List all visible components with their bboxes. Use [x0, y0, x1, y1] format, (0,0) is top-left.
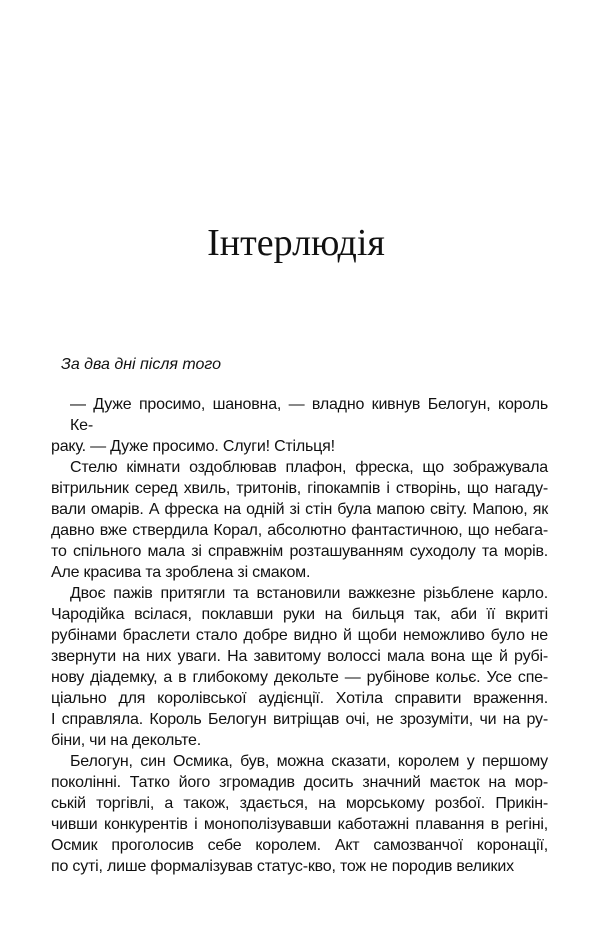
text-line: Двоє пажів притягли та встановили важкезне різьблене карло. — [70, 585, 548, 602]
text-line: вітрильник серед хвиль, тритонів, гіпокампів і створінь, що нагаду- — [51, 480, 548, 497]
text-line: поколінні. Татко його згромадив досить значний маєток на мор- — [51, 774, 548, 791]
text-line: Белогун, син Осмика, був, можна сказати, королем у першому — [70, 753, 548, 770]
body-text — [51, 394, 548, 877]
text-line: біни, чи на декольте. — [51, 732, 201, 749]
paragraph — [51, 457, 548, 583]
text-line: раку. — Дуже просимо. Слуги! Стільця! — [51, 438, 335, 455]
text-line: Чародійка всілася, поклавши руки на бильця так, аби її вкриті — [51, 606, 548, 623]
paragraph — [51, 751, 548, 877]
text-line: чивши конкурентів і монополізувавши каботажні плавання в регіні, — [51, 816, 548, 833]
text-line: то спільного мала зі справжнім розташуванням суходолу та морів. — [51, 543, 548, 560]
text-line: звернути на них уваги. На завитому волоссі мала вона ще й рубі- — [51, 648, 548, 665]
text-line: по суті, лише формалізував статус-кво, тож не породив великих — [51, 858, 514, 875]
text-line: вали омарів. А фреска на одній зі стін була мапою світу. Мапою, як — [51, 501, 548, 518]
text-line: ській торгівлі, а також, здається, на морському розбої. Прикін- — [51, 795, 548, 812]
paragraph — [51, 394, 548, 457]
text-line: ціально для королівської аудієнції. Хотіла справити враження. — [51, 690, 548, 707]
text-line: рубінами браслети стало добре видно й щоби неможливо було не — [51, 627, 548, 644]
paragraph — [51, 583, 548, 751]
text-line: нову діадемку, а в глибокому декольте — рубінове кольє. Усе спе- — [51, 669, 548, 686]
text-line: Стелю кімнати оздоблював плафон, фреска, що зображувала — [70, 459, 548, 476]
text-line: давно вже ствердила Корал, абсолютно фантастичною, що небага- — [51, 522, 548, 539]
dateline: За два дні після того — [61, 356, 222, 373]
text-line: — Дуже просимо, шановна, — владно кивнув Белогун, король Ке- — [70, 396, 548, 434]
text-line: Осмик проголосив себе королем. Акт самозванчої коронації, — [51, 837, 548, 854]
text-line: І справляла. Король Белогун витріщав очі, не зрозуміти, чи на ру- — [51, 711, 548, 728]
chapter-title: Інтерлюдія — [207, 222, 385, 264]
text-line: Але красива та зроблена зі смаком. — [51, 564, 311, 581]
